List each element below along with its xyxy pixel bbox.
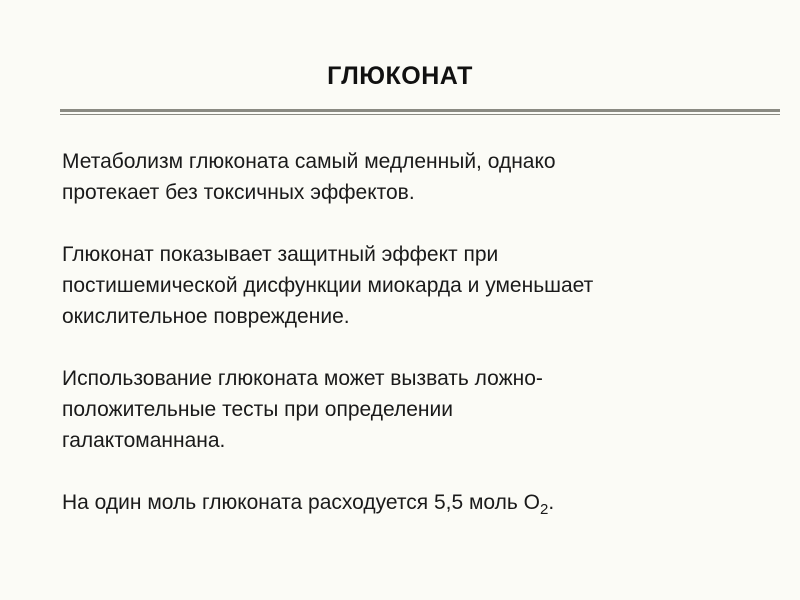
paragraph-line: положительные тесты при определении xyxy=(62,398,453,421)
paragraph-line: протекает без токсичных эффектов. xyxy=(62,181,415,204)
paragraph-line: окислительное повреждение. xyxy=(62,305,350,328)
paragraph-line: Метаболизм глюконата самый медленный, однако xyxy=(62,150,556,173)
divider-thick-line xyxy=(60,109,780,112)
paragraph-line: Использование глюконата может вызвать ложно- xyxy=(62,367,543,390)
oxygen-subscript: 2 xyxy=(540,501,549,518)
slide-title: ГЛЮКОНАТ xyxy=(327,62,473,90)
paragraph-metabolism xyxy=(62,146,762,208)
paragraph-line: Глюконат показывает защитный эффект при xyxy=(62,243,499,266)
divider-thin-line xyxy=(60,114,780,115)
paragraph-line: галактоманнана. xyxy=(62,429,226,452)
paragraph-oxygen-consumption xyxy=(62,487,762,518)
title-divider xyxy=(60,109,780,116)
slide-body xyxy=(62,146,762,518)
oxygen-text: На один моль глюконата расходуется 5,5 моль О xyxy=(62,491,540,514)
paragraph-protective-effect xyxy=(62,239,762,332)
sentence-period: . xyxy=(548,491,555,514)
paragraph-false-positive xyxy=(62,363,762,456)
paragraph-line: постишемической дисфункции миокарда и уменьшает xyxy=(62,274,594,297)
paragraph-line xyxy=(62,487,762,518)
